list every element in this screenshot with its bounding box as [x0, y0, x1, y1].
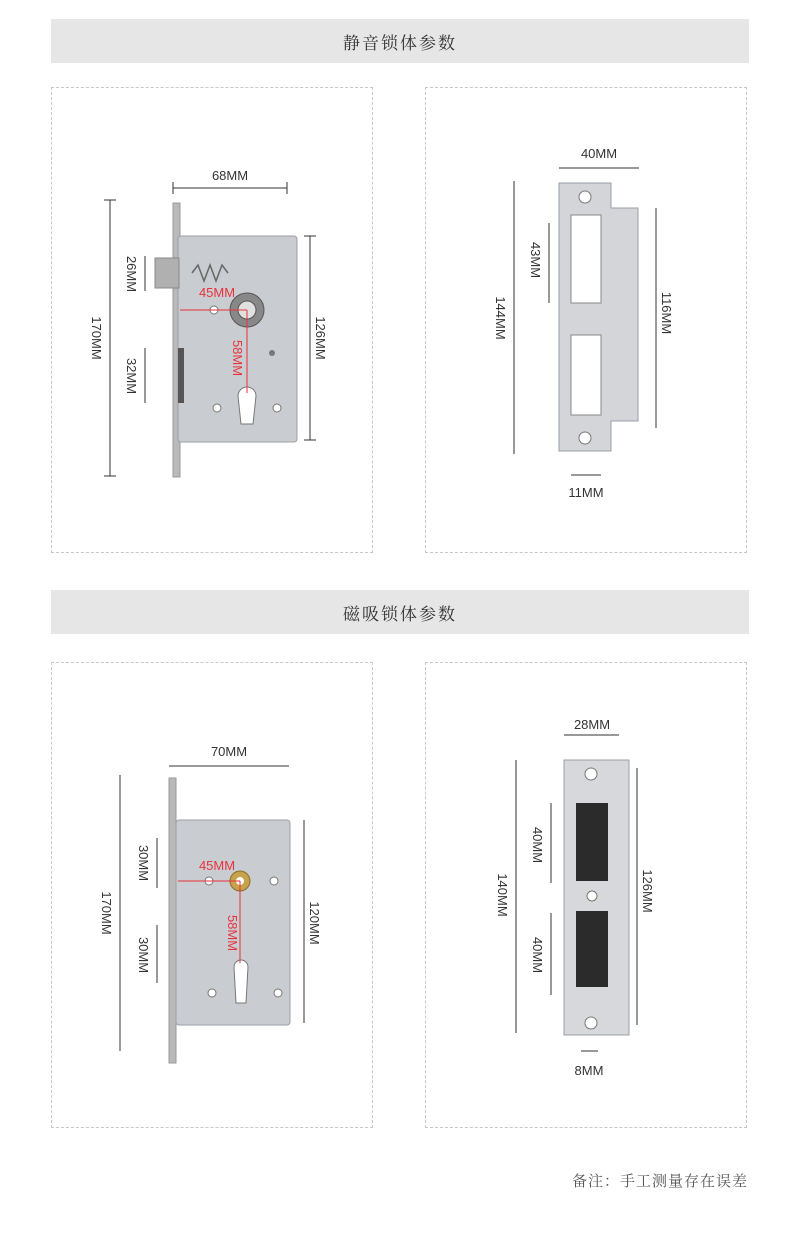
dim-backset-label: 45MM — [198, 858, 236, 873]
dim-backset-label: 45MM — [198, 285, 236, 300]
dim-total-height-label: 144MM — [493, 296, 508, 340]
faceplate — [169, 778, 176, 1063]
dim-inner-height-label: 116MM — [659, 291, 674, 335]
dim-latch-label: 30MM — [136, 844, 151, 882]
dim-inner-height-label: 126MM — [640, 869, 655, 913]
screw-hole — [270, 877, 278, 885]
dim-latch-label: 26MM — [124, 255, 139, 293]
silent-lock-body-diagram — [52, 88, 374, 554]
dim-inner-height-label: 120MM — [307, 901, 322, 945]
panel-silent-strike — [425, 87, 747, 553]
section-title-magnetic — [51, 590, 749, 634]
magnetic-insert — [576, 803, 608, 881]
dim-inner-height-label: 126MM — [313, 316, 328, 360]
screw-hole — [208, 989, 216, 997]
dim-offset-label: 11MM — [568, 485, 604, 500]
dim-width-label: 40MM — [580, 146, 618, 161]
panel-magnetic-lock-body — [51, 662, 373, 1128]
magnetic-strike-diagram — [426, 663, 748, 1129]
screw-hole — [585, 1017, 597, 1029]
opening-bottom — [576, 911, 608, 987]
dim-width-label: 68MM — [211, 168, 249, 183]
dim-center-label: 58MM — [225, 914, 240, 952]
dim-deadbolt-label: 32MM — [124, 357, 139, 395]
screw-hole — [587, 891, 597, 901]
dim-opening-bottom-label: 40MM — [530, 936, 545, 974]
screw-hole — [274, 989, 282, 997]
silent-strike-diagram — [426, 88, 748, 554]
screw-hole — [579, 191, 591, 203]
opening-top — [571, 215, 601, 303]
dim-total-height-label: 170MM — [89, 316, 104, 360]
dim-width-label: 28MM — [573, 717, 611, 732]
dim-width-label: 70MM — [210, 744, 248, 759]
screw-hole — [579, 432, 591, 444]
dim-total-height-label: 140MM — [495, 873, 510, 917]
section-title-silent — [51, 19, 749, 63]
dim-offset-label: 8MM — [574, 1063, 604, 1078]
panel-silent-lock-body — [51, 87, 373, 553]
rivet — [269, 350, 275, 356]
section-title-text: 静音锁体参数 — [343, 33, 457, 54]
screw-hole — [273, 404, 281, 412]
magnetic-lock-body-diagram — [52, 663, 374, 1129]
latch-bolt — [155, 258, 179, 288]
dim-total-height-label: 170MM — [99, 891, 114, 935]
dim-opening-top-label: 40MM — [530, 826, 545, 864]
panel-magnetic-strike — [425, 662, 747, 1128]
footnote: 备注：手工测量存在误差 — [571, 1172, 748, 1190]
dim-deadbolt-label: 30MM — [136, 936, 151, 974]
section-title-text: 磁吸锁体参数 — [343, 604, 457, 625]
cylinder-hole — [234, 960, 248, 1003]
dim-center-label: 58MM — [230, 339, 245, 377]
deadbolt-slot — [178, 348, 184, 403]
opening-bottom — [571, 335, 601, 415]
screw-hole — [585, 768, 597, 780]
dim-opening-label: 43MM — [528, 241, 543, 279]
screw-hole — [213, 404, 221, 412]
